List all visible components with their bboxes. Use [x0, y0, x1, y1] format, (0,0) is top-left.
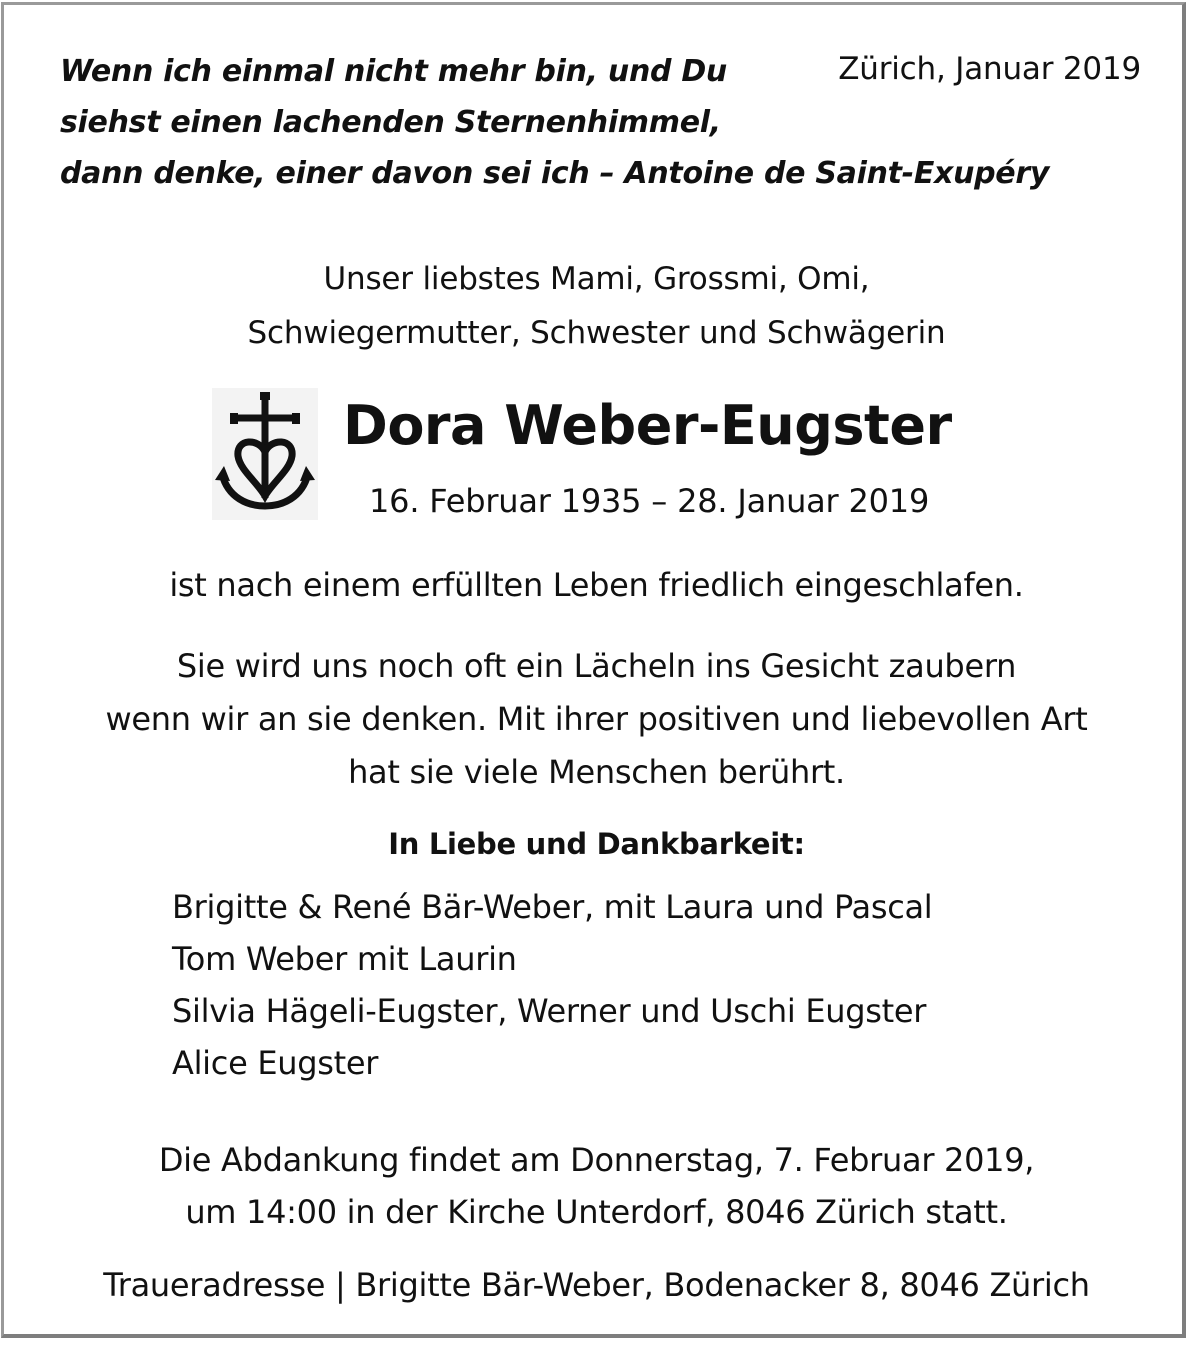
mourners-list [172, 881, 932, 1089]
quote-line: Wenn ich einmal nicht mehr bin, und Du [60, 54, 727, 89]
memory-text [0, 640, 1193, 799]
gratitude-heading: In Liebe und Dankbarkeit: [388, 827, 805, 861]
life-dates: 16. Februar 1935 – 28. Januar 2019 [369, 482, 930, 520]
intro-text [0, 252, 1193, 360]
deceased-name: Dora Weber-Eugster [343, 394, 952, 457]
quote-line: siehst einen lachenden Sternenhimmel, [60, 105, 721, 140]
intro-line: Unser liebstes Mami, Grossmi, Omi, [323, 261, 870, 297]
place-date: Zürich, Januar 2019 [838, 51, 1141, 87]
service-info [0, 1134, 1193, 1238]
mourner-line: Brigitte & René Bär-Weber, mit Laura und Pascal [172, 888, 933, 926]
cross-heart-anchor-icon [212, 388, 318, 520]
memory-line: Sie wird uns noch oft ein Lächeln ins Gesicht zaubern [176, 647, 1017, 685]
mourner-line: Silvia Hägeli-Eugster, Werner und Uschi Eugster [172, 992, 927, 1030]
passing-text: ist nach einem erfüllten Leben friedlich eingeschlafen. [169, 566, 1024, 604]
mourner-line: Alice Eugster [172, 1044, 379, 1082]
mourning-address: Traueradresse | Brigitte Bär-Weber, Bodenacker 8, 8046 Zürich [103, 1266, 1090, 1304]
quote-line: dann denke, einer davon sei ich – Antoine de Saint-Exupéry [60, 156, 1050, 191]
service-line: um 14:00 in der Kirche Unterdorf, 8046 Zürich statt. [185, 1193, 1008, 1231]
intro-line: Schwiegermutter, Schwester und Schwägerin [247, 315, 946, 351]
service-line: Die Abdankung findet am Donnerstag, 7. Februar 2019, [158, 1141, 1035, 1179]
memory-line: wenn wir an sie denken. Mit ihrer positiven und liebevollen Art [105, 700, 1088, 738]
memory-line: hat sie viele Menschen berührt. [348, 753, 845, 791]
mourner-line: Tom Weber mit Laurin [172, 940, 517, 978]
